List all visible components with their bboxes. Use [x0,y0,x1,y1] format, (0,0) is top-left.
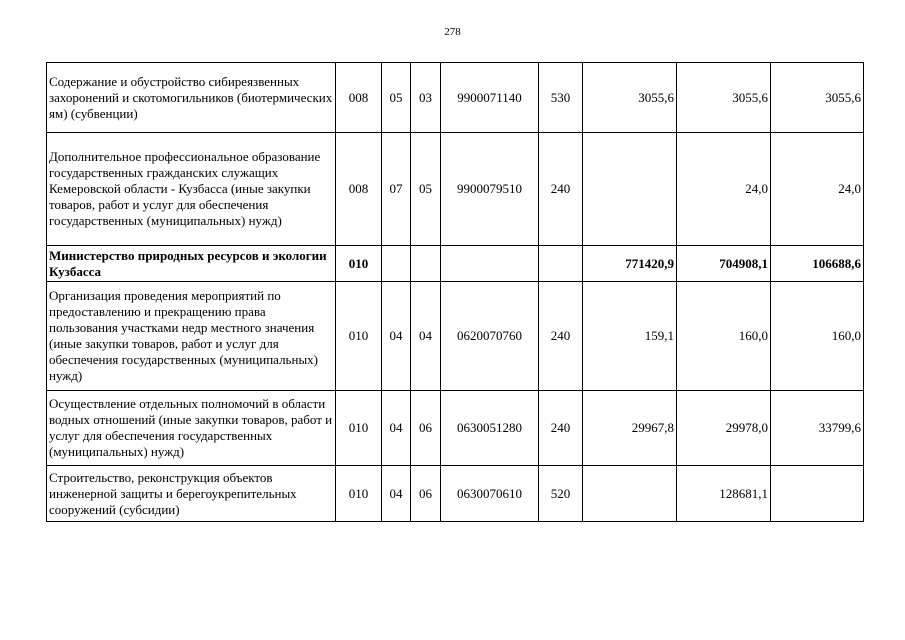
year1-amount [583,133,677,246]
subsection-code: 04 [411,282,441,391]
section-code [382,246,411,282]
expense-type-code: 240 [539,391,583,466]
year2-amount: 24,0 [677,133,771,246]
target-article-code: 0630070610 [441,466,539,522]
year1-amount [583,466,677,522]
row-name: Министерство природных ресурсов и экологии Кузбасса [47,246,336,282]
subsection-code [411,246,441,282]
row-name: Осуществление отдельных полномочий в области водных отношений (иные закупки товаров, работ и услуг для обеспечения государственных (муниципальных) нужд) [47,391,336,466]
section-code: 04 [382,391,411,466]
row-name: Содержание и обустройство сибиреязвенных захоронений и скотомогильников (биотермических ям) (субвенции) [47,63,336,133]
year3-amount: 106688,6 [771,246,864,282]
section-code: 04 [382,282,411,391]
table-row [47,282,864,391]
ministry-code: 010 [336,466,382,522]
table-row [47,133,864,246]
table-row [47,466,864,522]
ministry-code: 008 [336,63,382,133]
subsection-code: 05 [411,133,441,246]
year2-amount: 29978,0 [677,391,771,466]
year3-amount: 3055,6 [771,63,864,133]
ministry-code: 010 [336,246,382,282]
row-name: Строительство, реконструкция объектов инженерной защиты и берегоукрепительных сооружений (субсидии) [47,466,336,522]
subsection-code: 03 [411,63,441,133]
year2-amount: 128681,1 [677,466,771,522]
ministry-code: 010 [336,282,382,391]
year3-amount [771,466,864,522]
ministry-code: 008 [336,133,382,246]
row-name: Организация проведения мероприятий по предоставлению и прекращению права пользования участками недр местного значения (иные закупки товаров, работ и услуг для обеспечения государственных (муниципальных) нужд) [47,282,336,391]
section-code: 07 [382,133,411,246]
year2-amount: 704908,1 [677,246,771,282]
year3-amount: 160,0 [771,282,864,391]
section-code: 05 [382,63,411,133]
expense-type-code [539,246,583,282]
subsection-code: 06 [411,391,441,466]
year1-amount: 3055,6 [583,63,677,133]
year2-amount: 160,0 [677,282,771,391]
expense-type-code: 530 [539,63,583,133]
year3-amount: 33799,6 [771,391,864,466]
target-article-code: 0630051280 [441,391,539,466]
row-name: Дополнительное профессиональное образование государственных гражданских служащих Кемеровской области - Кузбасса (иные закупки товаров, работ и услуг для обеспечения государственных (муниципальных) нужд) [47,133,336,246]
expense-type-code: 240 [539,282,583,391]
subsection-code: 06 [411,466,441,522]
year2-amount: 3055,6 [677,63,771,133]
page-number: 278 [444,26,461,38]
target-article-code: 9900071140 [441,63,539,133]
section-code: 04 [382,466,411,522]
year3-amount: 24,0 [771,133,864,246]
year1-amount: 159,1 [583,282,677,391]
expense-type-code: 520 [539,466,583,522]
table-row [47,246,864,282]
ministry-code: 010 [336,391,382,466]
target-article-code: 9900079510 [441,133,539,246]
table-row [47,63,864,133]
target-article-code: 0620070760 [441,282,539,391]
budget-table [46,62,864,522]
expense-type-code: 240 [539,133,583,246]
year1-amount: 771420,9 [583,246,677,282]
year1-amount: 29967,8 [583,391,677,466]
table-row [47,391,864,466]
target-article-code [441,246,539,282]
